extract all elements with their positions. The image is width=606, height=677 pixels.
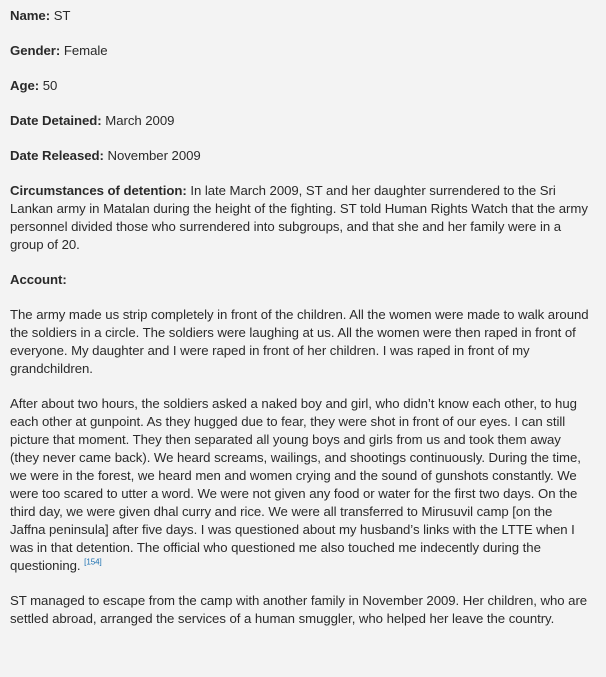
name-label: Name: bbox=[10, 8, 51, 23]
released-line bbox=[10, 147, 590, 165]
circumstances-label: Circumstances of detention: bbox=[10, 183, 187, 198]
account-paragraph-1: The army made us strip completely in front of the children. All the women were made to walk around the soldiers in a circle. The soldiers were laughing at us. All the women were then raped in front of everyone. My daughter and I were raped in front of her children. I was raped in front of my grandchildren. bbox=[10, 307, 589, 376]
name-value: ST bbox=[53, 8, 71, 23]
gender-line bbox=[10, 42, 590, 60]
circumstances-paragraph bbox=[10, 182, 590, 254]
circumstances-text: In late March 2009, ST and her daughter surrendered to the Sri Lankan army in Matalan during the height of the fighting. ST told Human Rights Watch that the army personnel divided those who surrendered into subgroups, and that she and her family were in a group of 20. bbox=[10, 183, 588, 252]
detained-label: Date Detained: bbox=[10, 113, 102, 128]
footnote-link[interactable]: [154] bbox=[84, 557, 102, 567]
detained-line bbox=[10, 112, 590, 130]
detained-value: March 2009 bbox=[105, 113, 175, 128]
account-paragraph-2-text: After about two hours, the soldiers asked a naked boy and girl, who didn’t know each other, to hug each other at gunpoint. As they hugged due to fear, they were shot in front of our eyes. I can still picture that moment. They then separated all young boys and girls from us and took them away (they never came back). We heard screams, wailings, and shootings continuously. During the time, we were in the forest, we heard men and women crying and the sound of gunshots constantly. We were too scared to utter a word. We were not given any food or water for the first two days. On the third day, we were given dhal curry and rice. We were all transferred to Mirusuvil camp [on the Jaffna peninsula] after five days. I was questioned about my husband’s links with the LTTE when I was in that detention. The official who questioned me also touched me indecently during the questioning. bbox=[10, 396, 581, 573]
name-line bbox=[10, 7, 590, 25]
gender-value: Female bbox=[63, 43, 108, 58]
gender-label: Gender: bbox=[10, 43, 61, 58]
age-value: 50 bbox=[42, 78, 58, 93]
account-paragraph-2 bbox=[10, 395, 590, 575]
account-label: Account: bbox=[10, 272, 67, 287]
account-paragraph-3: ST managed to escape from the camp with another family in November 2009. Her children, who are settled abroad, arranged the services of a human smuggler, who helped her leave the country. bbox=[10, 593, 588, 626]
released-value: November 2009 bbox=[107, 148, 201, 163]
released-label: Date Released: bbox=[10, 148, 104, 163]
account-heading bbox=[10, 271, 590, 289]
age-label: Age: bbox=[10, 78, 40, 93]
age-line bbox=[10, 77, 590, 95]
